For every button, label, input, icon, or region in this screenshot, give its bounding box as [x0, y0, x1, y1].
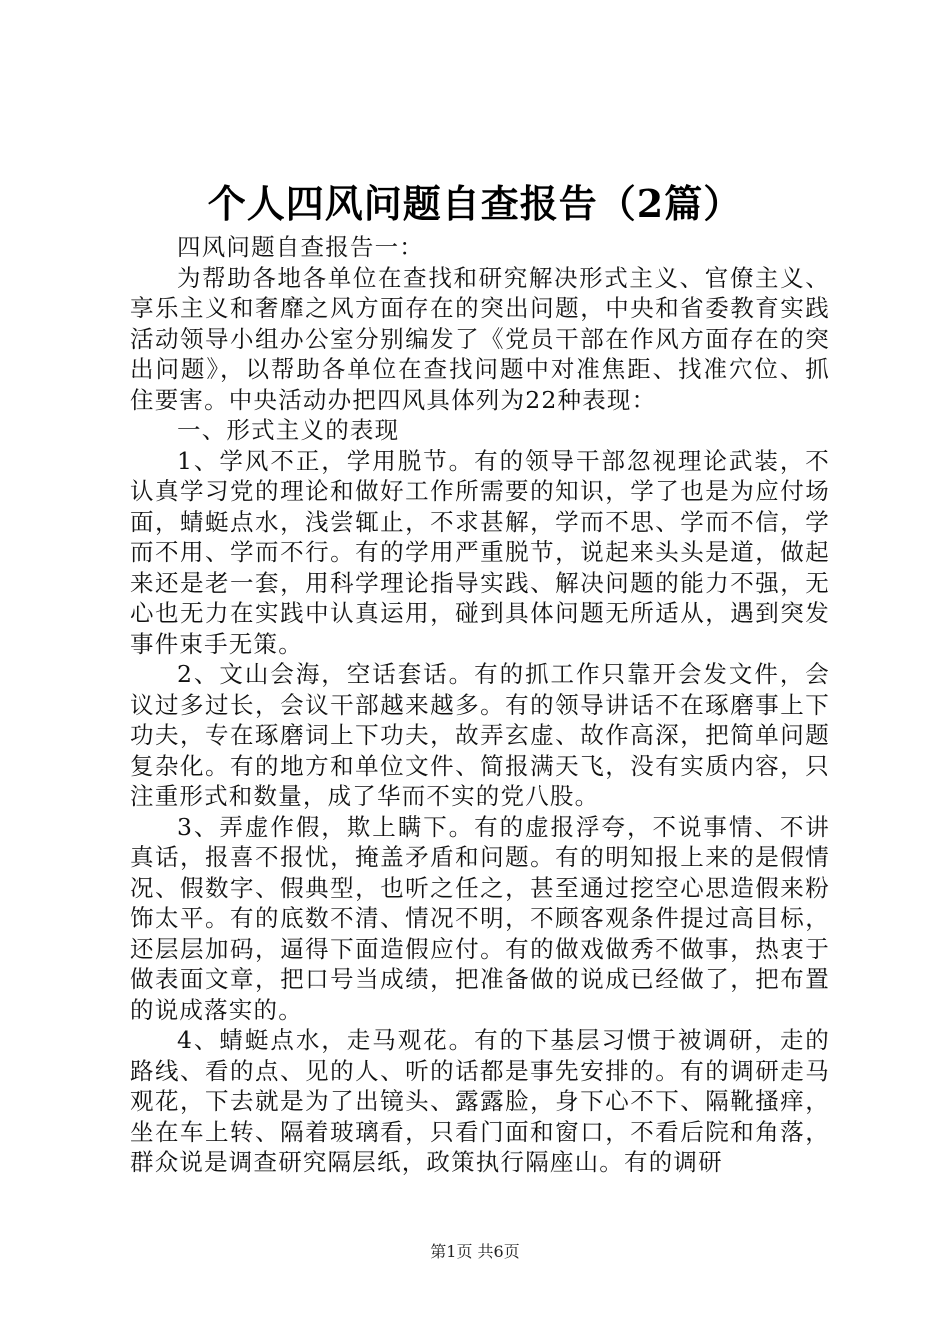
- document-title: 个人四风问题自查报告（2篇）: [207, 181, 743, 226]
- paragraph-item-2: 2、文山会海，空话套话。有的抓工作只靠开会发文件，会议过多过长，会议干部越来越多。有的领导讲话不在琢磨事上下功夫，专在琢磨词上下功夫，故弄玄虚、故作高深，把简单问题复杂化。有的地方和单位文件、简报满天飞，没有实质内容，只注重形式和数量，成了华而不实的党八股。: [130, 660, 830, 810]
- document-body: [130, 232, 830, 1178]
- paragraph-section-heading: 一、形式主义的表现: [177, 416, 400, 444]
- paragraph-intro: 为帮助各地各单位在查找和研究解决形式主义、官僚主义、享乐主义和奢靡之风方面存在的突出问题，中央和省委教育实践活动领导小组办公室分别编发了《党员干部在作风方面存在的突出问题》，以帮助各单位在查找问题中对准焦距、找准穴位、抓住要害。中央活动办把四风具体列为22种表现：: [130, 263, 830, 414]
- paragraph-item-1: 1、学风不正，学用脱节。有的领导干部忽视理论武装，不认真学习党的理论和做好工作所需要的知识，学了也是为应付场面，蜻蜓点水，浅尝辄止，不求甚解，学而不思、学而不信，学而不用、学而不行。有的学用严重脱节，说起来头头是道，做起来还是老一套，用科学理论指导实践、解决问题的能力不强，无心也无力在实践中认真运用，碰到具体问题无所适从，遇到突发事件束手无策。: [130, 446, 830, 658]
- page-footer: 第1页 共6页: [430, 1242, 520, 1261]
- paragraph-item-3: 3、弄虚作假，欺上瞒下。有的虚报浮夸，不说事情、不讲真话，报喜不报忧，掩盖矛盾和问题。有的明知报上来的是假情况、假数字、假典型，也听之任之，甚至通过挖空心思造假来粉饰太平。有的底数不清、情况不明，不顾客观条件提过高目标，还层层加码，逼得下面造假应付。有的做戏做秀不做事，热衷于做表面文章，把口号当成绩，把准备做的说成已经做了，把布置的说成落实的。: [130, 812, 830, 1024]
- paragraph-report-heading: 四风问题自查报告一：: [177, 233, 424, 261]
- paragraph-item-4: 4、蜻蜓点水，走马观花。有的下基层习惯于被调研，走的路线、看的点、见的人、听的话都是事先安排的。有的调研走马观花，下去就是为了出镜头、露露脸，身下心不下、隔靴搔痒，坐在车上转、隔着玻璃看，只看门面和窗口，不看后院和角落，群众说是调查研究隔层纸，政策执行隔座山。有的调研: [130, 1026, 830, 1176]
